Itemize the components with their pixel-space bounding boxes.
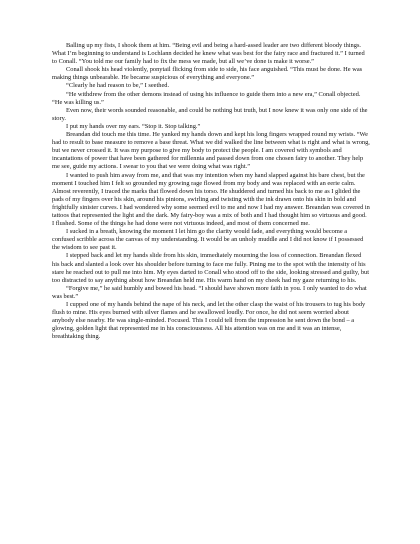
paragraph: “Forgive me,” he said humbly and bowed his head. “I should have shown more faith in you. I only wanted to do what was best.” — [52, 284, 367, 300]
paragraph: I wanted to push him away from me, and that was my intention when my hand slapped against his bare chest, but the moment I touched him I felt so grounded my growing rage flowed from my body and was replaced with an eerie calm. Almost reverently, I traced the marks that flowed down his torso. He shuddered and turned his back to me as I glided the pads of my fingers over his skin, around his pinions, swirling and twisting with the ink drawn onto his skin in bold and frightfully sinister curves. I had wondered why some seemed evil to me and now I had my answer. Breandan was covered in tattoos that represented the light and the dark. My fairy-boy was a mix of both and I had thought him so virtuous and good. I flushed. Some of the things he had done were not virtuous indeed, and most of them concerned me. — [52, 171, 370, 228]
paragraph: Balling up my fists, I shook them at him. “Being evil and being a hard-assed leader are two different bloody things. What I’m beginning to understand is Lochlann decided he knew what was best for the fairy race and fractured it.” I turned to Conall. “You told me our family had to fix the mess we made, but all we’ve done is make it worse.” — [52, 42, 365, 66]
paragraph: I stepped back and let my hands slide from his skin, immediately mourning the loss of connection. Breandan flexed his back and slanted a look over his shoulder before turning to face me fully. Pining me to the spot with the intensity of his stare he reached out to pull me into him. My eyes darted to Conall who stood off to the side, looking stressed and guilty, but too distracted to say anything about how Breandan held me. His warm hand on my cheek had my gaze returning to his. — [52, 252, 369, 284]
paragraph: Breandan did touch me this time. He yanked my hands down and kept his long fingers wrapped round my wrists. “We had to result to base measure to remove a base threat. What we did walked the line between what is right and what is wrong, but we never crossed it. It was my purpose to give my body to protect the people. I am covered with symbols and incantations of power that have been gathered for millennia and passed down from one chosen fairy to another. They help me see, guide my actions. I swear to you that we were doing what was right.” — [52, 131, 370, 171]
paragraph: I sucked in a breath, knowing the moment I let him go the clarity would fade, and everything would become a confused scribble across the canvas of my understanding. It would be an unholy muddle and I did not know if I possessed the wisdom to see past it. — [52, 228, 364, 252]
document-page — [52, 42, 370, 341]
paragraph: Conall shook his head violently, ponytail flicking from side to side, his face anguished. “This must be done. He was making things unbearable. He became suspicious of everything and everyone.” — [52, 66, 363, 82]
paragraph: “Clearly he had reason to be,” I seethed. — [66, 82, 170, 90]
paragraph: I cupped one of my hands behind the nape of his neck, and let the other clasp the waist of his trousers to tug his body flush to mine. His eyes burned with silver flames and he swallowed loudly. For once, he did not seem worried about anybody else nearby. He was single-minded. Focused. This I could tell from the impression he sent down the bond – a glowing, golden light that represented me in his consciousness. All his attention was on me and it was an intense, breathtaking thing. — [52, 301, 366, 341]
paragraph: I put my hands over my ears. “Stop it. Stop talking.” — [66, 122, 201, 130]
paragraph: “He withdrew from the other demons instead of using his influence to guide them into a new era,” Conall objected. “He was killing us.” — [52, 90, 361, 106]
paragraph: Even now, their words sounded reasonable, and could be nothing but truth, but I now knew it was only one side of the story. — [52, 106, 368, 122]
